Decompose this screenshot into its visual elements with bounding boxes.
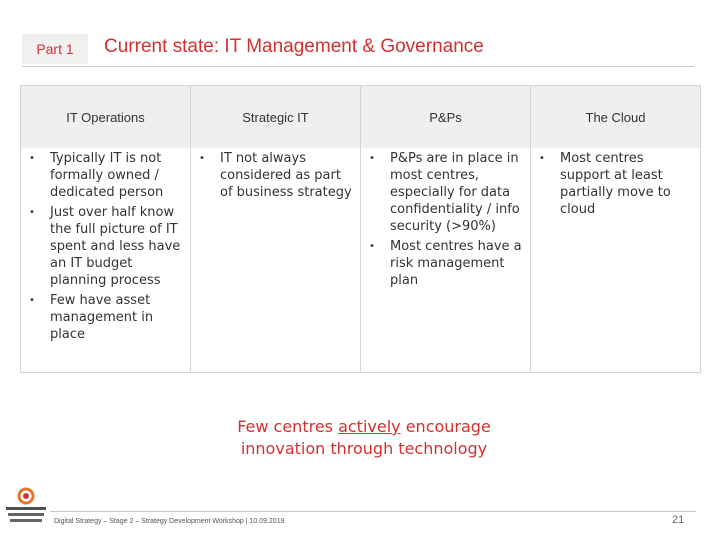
column-the-cloud (531, 85, 701, 373)
list-item: • Few have asset management in place (29, 293, 154, 342)
columns-panel (20, 85, 701, 373)
column-heading: The Cloud (531, 86, 700, 148)
community-legal-centres-logo (4, 486, 48, 530)
list-item: • Just over half know the full picture of IT spent and less have an IT budget planning process (29, 205, 181, 288)
page-title: Current state: IT Management & Governance (104, 36, 484, 57)
bullet-list (361, 148, 530, 289)
footer-text: Digital Strategy – Stage 2 – Strategy Development Workshop | 10.09.2019 (54, 518, 285, 525)
list-item: • P&Ps are in place in most centres, especially for data confidentiality / info security (>90%) (369, 151, 520, 234)
column-it-operations (20, 85, 191, 373)
list-item: • IT not always considered as part of business strategy (199, 151, 352, 200)
callout-text-after: encourage innovation through technology (240, 417, 491, 458)
bullet-list (21, 148, 190, 343)
column-strategic-it (191, 85, 361, 373)
column-heading: P&Ps (361, 86, 530, 148)
bullet-icon: • (539, 153, 545, 164)
footer-divider (50, 511, 696, 512)
callout-emphasis: actively (338, 417, 401, 436)
list-item: • Most centres support at least partially move to cloud (539, 151, 671, 217)
callout-text-before: Few centres (237, 417, 339, 436)
page-number: 21 (672, 514, 685, 526)
bullet-list (191, 148, 360, 201)
part-badge (22, 34, 88, 64)
column-heading: Strategic IT (191, 86, 360, 148)
list-item: • Typically IT is not formally owned / dedicated person (29, 151, 164, 200)
list-item: • Most centres have a risk management plan (369, 239, 522, 288)
bullet-list (531, 148, 700, 218)
title-divider (22, 66, 694, 67)
column-pps (361, 85, 531, 373)
column-heading: IT Operations (21, 86, 190, 148)
bullet-icon: • (29, 295, 35, 306)
callout-statement (200, 416, 528, 460)
part-label: Part 1 (36, 41, 74, 57)
bullet-icon: • (29, 207, 35, 218)
bullet-icon: • (199, 153, 205, 164)
bullet-icon: • (369, 153, 375, 164)
bullet-icon: • (29, 153, 35, 164)
bullet-icon: • (369, 241, 375, 252)
